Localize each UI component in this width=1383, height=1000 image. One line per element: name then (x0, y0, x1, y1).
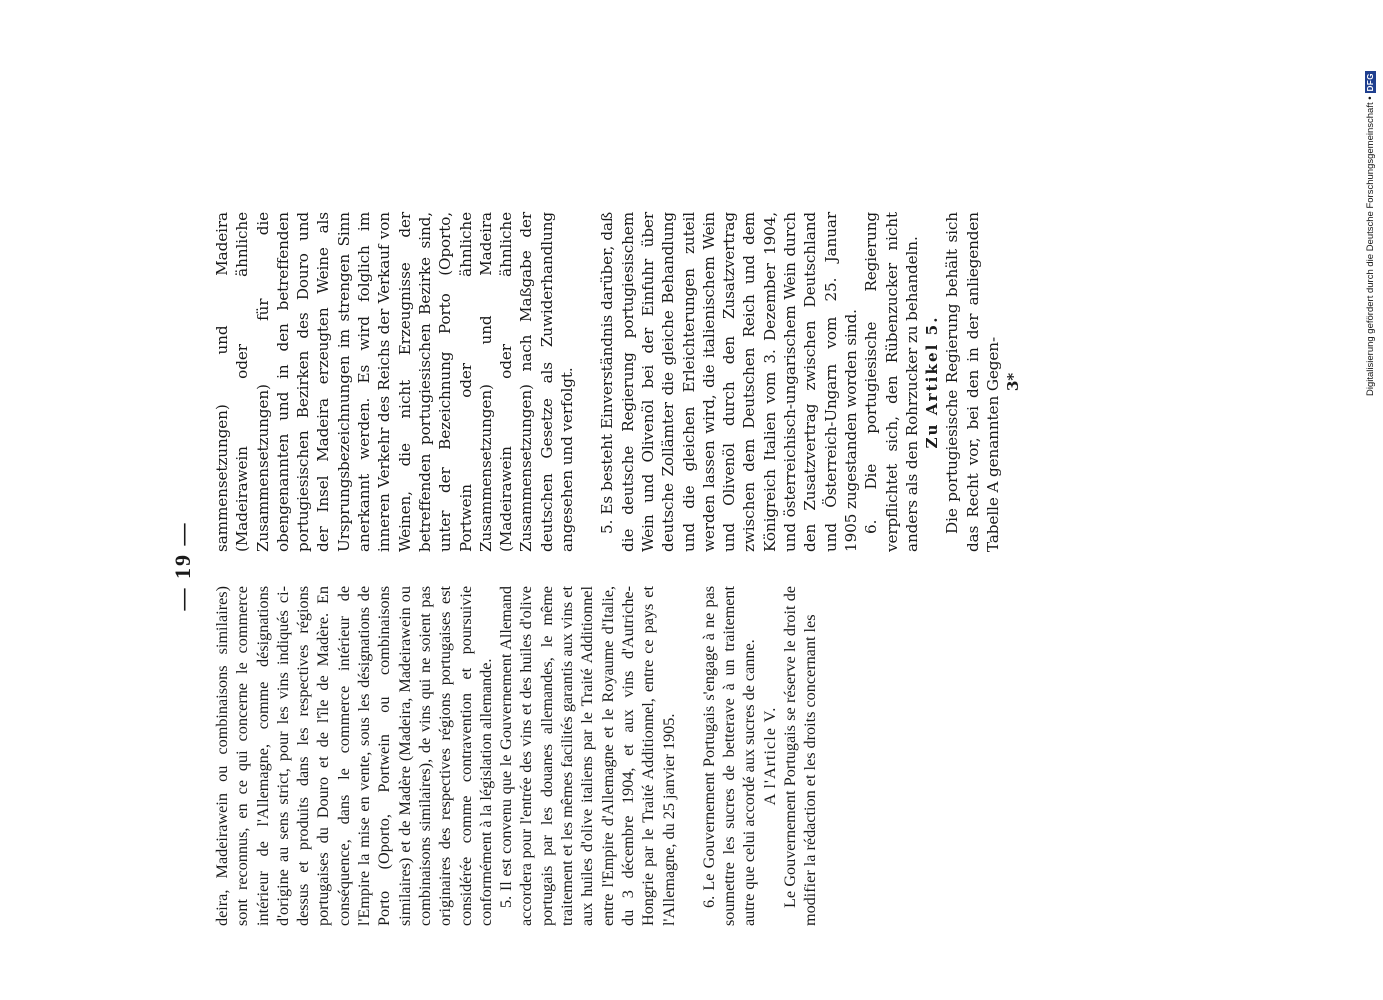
spacer (679, 586, 699, 926)
french-paragraph-article-v: Le Gouvernement Portugais se réserve le droit de modifier la rédaction et les droits concernant les (781, 586, 820, 926)
signature-mark: 3* (1004, 372, 1023, 392)
page-number: — 19 — (170, 521, 195, 611)
rotated-page-content (170, 206, 1023, 926)
german-article-heading: Zu Artikel 5. (923, 315, 942, 449)
french-paragraph-6: 6. Le Gouvernement Portugais s'engage à ne pas soumettre les sucres de betterave à un traitement autre que celui accordé aux sucres de canne. (699, 586, 759, 926)
french-paragraph-5: 5. Il est convenu que le Gouvernement Allemand accordera pour l'entrée des vins et des huiles d'olive portugais par les douanes allemandes, le même traitement et les mêmes facilités garantis aux vins et aux huiles d'olive italiens par le Traité Additionnel entre l'Empire d'Allemagne et le Royaume d'Italie, du 3 décembre 1904, et aux vins d'Autriche-Hongrie par le Traité Additionnel, entre ce pays et l'Allemagne, du 25 janvier 1905. (497, 586, 678, 926)
german-column (212, 212, 1024, 552)
german-paragraph-continued: sammensetzungen) und Madeira (Madeirawein oder ähnliche Zusammensetzungen) für die obengenannten und in den betreffenden portugiesischen Bezirken des Douro und der Insel Madeira erzeugten Weine als Ursprungsbezeichnungen im strengen Sinn anerkannt werden. Es wird folglich im inneren Verkehr des Reichs der Verkauf von Weinen, die nicht Erzeugnisse der betreffenden portugiesischen Bezirke sind, unter der Bezeichnung Porto (Oporto, Portwein oder ähnliche Zusammensetzungen) und Madeira (Madeirawein oder ähnliche Zusammensetzungen) nach Maßgabe der deutschen Gesetze als Zuwiderhandlung angesehen und verfolgt. (213, 212, 577, 552)
german-paragraph-5: 5. Es besteht Einverständnis darüber, daß die deutsche Regierung portugiesischem Wein und Olivenöl bei der Einfuhr über deutsche Zollämter die gleiche Behandlung und die gleichen Erleichterungen zuteil werden lassen wird, die italienischem Wein und Olivenöl durch den Zusatzvertrag zwischen dem Deutschen Reich und dem Königreich Italien vom 3. Dezember 1904, und österreichisch-ungarischem Wein durch den Zusatzvertrag zwischen Deutschland und Österreich-Ungarn vom 25. Januar 1905 zugestanden worden sind. (598, 212, 860, 552)
french-paragraph-continued: deira, Madeirawein ou combinaisons similaires) sont reconnus, en ce qui concerne le commerce intérieur de l'Allemagne, comme désignations d'origine au sens strict, pour les vins indiqués ci-dessus et produits dans les respectives régions portugaises du Douro et de l'île de Madère. En conséquence, dans le commerce intérieur de l'Empire la mise en vente, sous les désignations de Porto (Oporto, Portwein ou combinaisons similaires) et de Madère (Madeira, Madeirawein ou combinaisons similaires), de vins qui ne soient pas originaires des respectives régions portugaises est considérée comme contravention et poursuivie conformément à la législation allemande. (213, 586, 495, 926)
dfg-logo: DFG (1366, 73, 1375, 92)
spacer (577, 212, 597, 552)
credit-text: Digitalisierung gefördert durch die Deutsche Forschungsgemeinschaft • (1365, 96, 1376, 396)
french-article-heading: A l'Article V. (760, 706, 779, 806)
french-column (212, 586, 821, 926)
german-paragraph-6: 6. Die portugiesische Regierung verpflichtet sich, den Rübenzucker nicht anders als den Rohrzucker zu behandeln. (862, 212, 921, 552)
german-paragraph-article-5: Die portugiesische Regierung behält sich das Recht vor, bei den in der anliegenden Tabelle A genannten Gegen- (943, 212, 1002, 552)
